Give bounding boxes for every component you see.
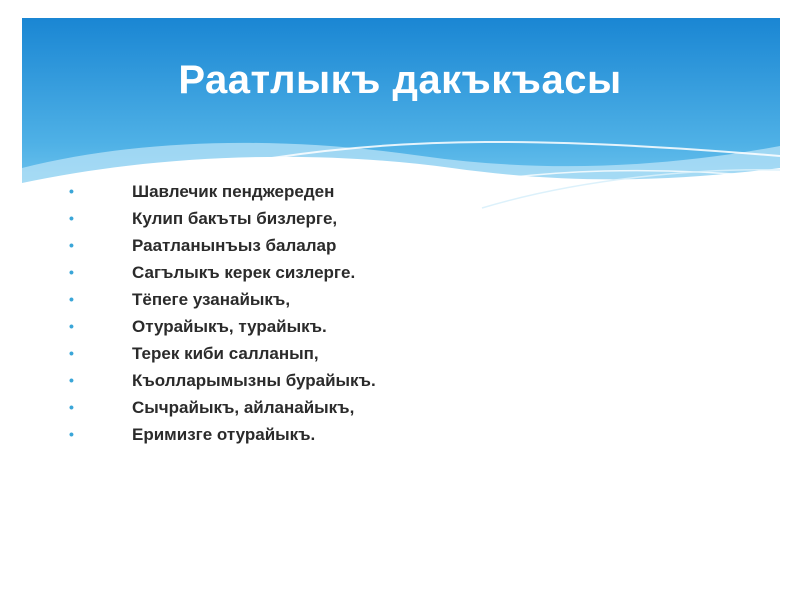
list-item-text: Еримизге отурайыкъ. <box>132 425 316 444</box>
list-item <box>65 259 745 286</box>
list-item <box>65 232 745 259</box>
list-item <box>65 205 745 232</box>
bullet-icon: • <box>69 399 74 415</box>
bullet-icon: • <box>69 291 74 307</box>
list-item <box>65 286 745 313</box>
list-item-text: Раатланынъыз балалар <box>132 236 337 255</box>
list-item-text: Шавлечик пенджереден <box>132 182 335 201</box>
bullet-icon: • <box>69 318 74 334</box>
list-item-text: Сычрайыкъ, айланайыкъ, <box>132 398 355 417</box>
list-item-text: Тёпеге узанайыкъ, <box>132 290 291 309</box>
bullet-list <box>65 178 745 448</box>
list-item-text: Кулип бакъты бизлерге, <box>132 209 338 228</box>
bullet-icon: • <box>69 183 74 199</box>
list-item-text: Къолларымызны бурайыкъ. <box>132 371 376 390</box>
list-item-text: Отурайыкъ, турайыкъ. <box>132 317 327 336</box>
bullet-icon: • <box>69 372 74 388</box>
list-item <box>65 394 745 421</box>
bullet-icon: • <box>69 345 74 361</box>
bullet-icon: • <box>69 237 74 253</box>
list-item <box>65 367 745 394</box>
list-item <box>65 178 745 205</box>
list-item <box>65 421 745 448</box>
list-item-text: Сагълыкъ керек сизлерге. <box>132 263 356 282</box>
slide-title: Раатлыкъ дакъкъасы <box>178 58 622 102</box>
list-item <box>65 313 745 340</box>
bullet-icon: • <box>69 210 74 226</box>
bullet-icon: • <box>69 426 74 442</box>
list-item <box>65 340 745 367</box>
list-item-text: Терек киби салланып, <box>132 344 319 363</box>
bullet-icon: • <box>69 264 74 280</box>
